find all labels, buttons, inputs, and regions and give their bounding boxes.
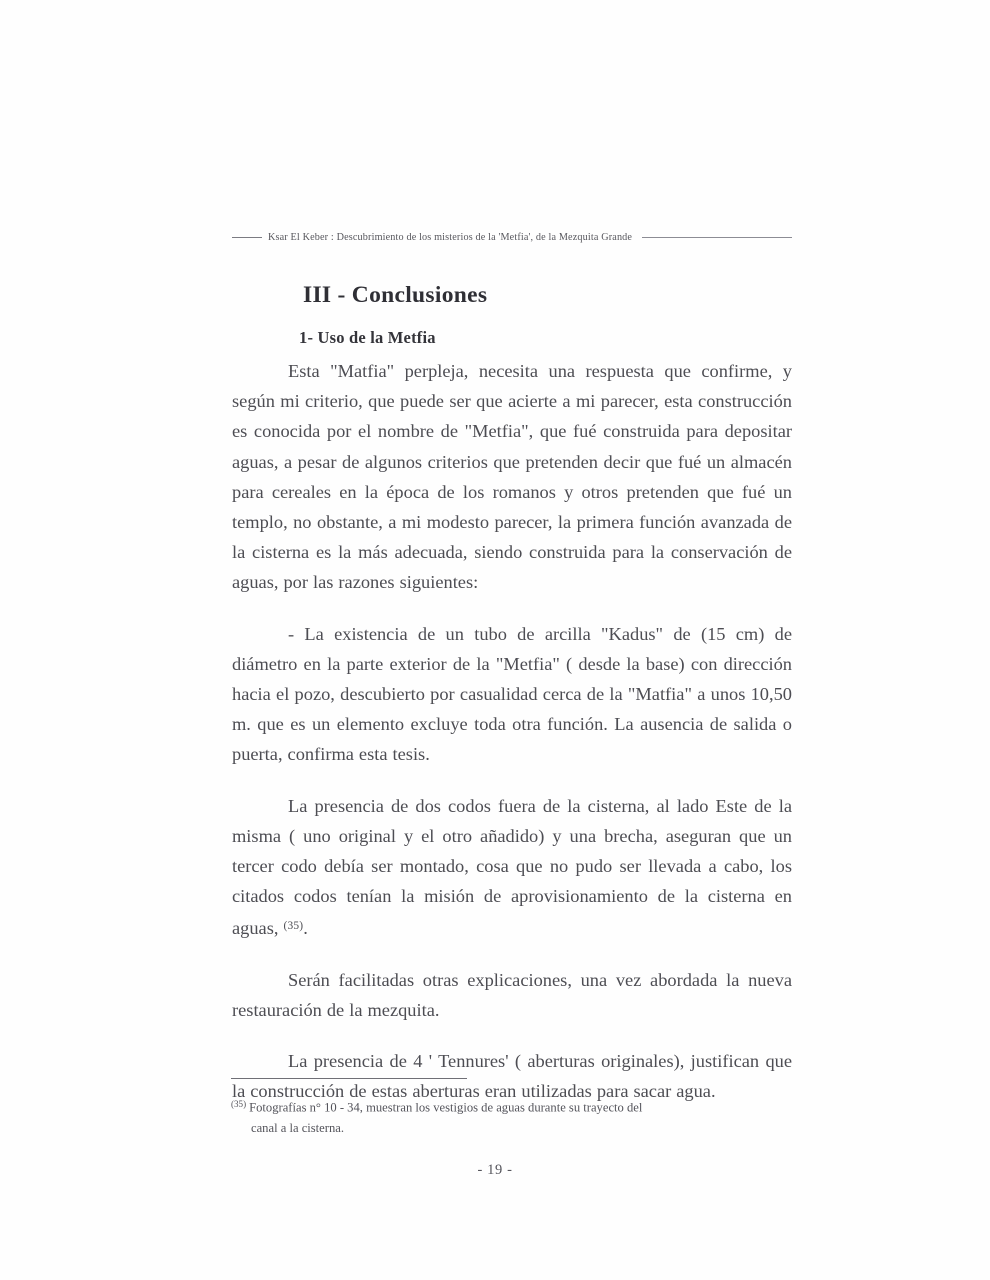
section-title: 1- Uso de la Metfia: [299, 327, 436, 347]
paragraph-restoration: Serán facilitadas otras explicaciones, una vez abordada la nueva restauración de la mezquita.: [232, 969, 792, 1020]
paragraph-tennures: La presencia de 4 ' Tennures' ( aberturas originales), justifican que la construcción de estas aberturas eran utilizadas para sacar agua.: [232, 1051, 792, 1102]
footnote-35: [231, 1094, 791, 1138]
footnote-marker: (35): [231, 1099, 247, 1109]
footnote-separator-rule: [231, 1078, 467, 1079]
page-number: - 19 -: [477, 1162, 513, 1178]
running-header: [232, 229, 792, 245]
footnote-line-1: Fotografías n° 10 - 34, muestran los vestigios de aguas durante su trayecto del: [249, 1100, 643, 1115]
running-header-text: Ksar El Keber : Descubrimiento de los misterios de la 'Metfia', de la Mezquita Grande: [268, 231, 633, 243]
chapter-title: III - Conclusiones: [303, 281, 488, 308]
paragraph-elbows-period: .: [303, 918, 308, 939]
paragraph-kadus-tube: - La existencia de un tubo de arcilla "Kadus" de (15 cm) de diámetro en la parte exterior de la "Metfia" ( desde la base) con dirección hacia el pozo, descubierto por casualidad cerca de la "Matfia" a unos 10,50 m. que es un elemento excluye toda otra función. La ausencia de salida o puerta, confirma esta tesis.: [232, 623, 792, 765]
header-rule-left: [232, 237, 262, 238]
paragraph-intro: Esta "Matfia" perpleja, necesita una respuesta que confirme, y según mi criterio, que puede ser que acierte a mi parecer, esta construcción es conocida por el nombre de "Metfia", que fué construida para depositar aguas, a pesar de algunos criterios que pretenden decir que fué un almacén para cereales en la época de los romanos y otros pretenden que fué un templo, no obstante, a mi modesto parecer, la primera función avanzada de la cisterna es la más adecuada, siendo construida para la conservación de aguas, por las razones siguientes:: [232, 361, 792, 593]
paragraph-elbows-text: La presencia de dos codos fuera de la cisterna, al lado Este de la misma ( uno original y el otro añadido) y una brecha, aseguran que un tercer codo debía ser montado, cosa que no pudo ser llevada a cabo, los citados codos tenían la misión de aprovisionamiento de la cisterna en aguas,: [232, 795, 792, 939]
footnote-reference-35: (35): [283, 920, 304, 933]
header-rule-right: [642, 237, 792, 238]
paragraph-elbows: [232, 791, 792, 944]
footnote-line-2: canal a la cisterna.: [251, 1120, 344, 1135]
body-text-block: [232, 356, 792, 1107]
